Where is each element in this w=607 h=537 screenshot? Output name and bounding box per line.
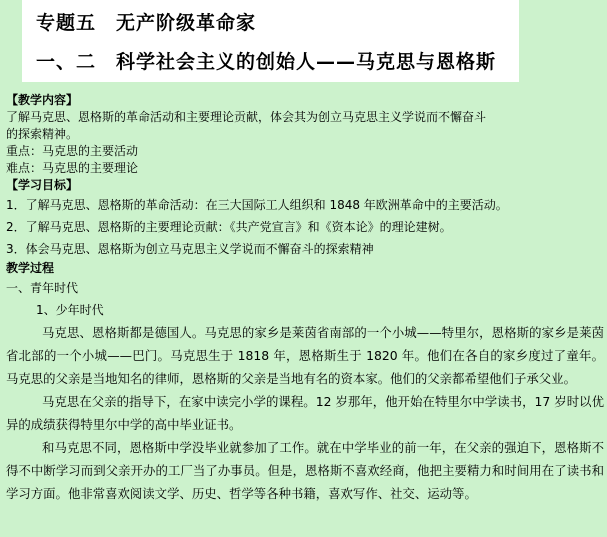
title-block <box>22 0 519 82</box>
goal-item: 1．了解马克思、恩格斯的革命活动：在三大国际工人组织和 1848 年欧洲革命中的主要活动。 <box>6 198 508 212</box>
section-title: 一、二 科学社会主义的创始人——马克思与恩格斯 <box>36 51 497 73</box>
paragraph: 马克思在父亲的指导下，在家中读完小学的课程。12 岁那年，他开始在特里尔中学读书，17 岁时以优异的成绩获得特里尔中学的高中毕业证书。 <box>6 394 604 432</box>
process-heading: 教学过程 <box>6 261 55 275</box>
document-body <box>6 92 604 505</box>
difficult-point: 难点：马克思的主要理论 <box>6 161 139 175</box>
part-heading: 一、青年时代 <box>6 281 79 295</box>
key-point: 重点：马克思的主要活动 <box>6 144 139 158</box>
page-title: 专题五 无产阶级革命家 <box>36 12 257 34</box>
paragraph: 马克思、恩格斯都是德国人。马克思的家乡是莱茵省南部的一个小城——特里尔，恩格斯的家乡是莱茵省北部的一个小城——巴门。马克思生于 1818 年，恩格斯生于 1820 年。他们在各自的家乡度过了童年。马克思的父亲是当地知名的律师，恩格斯的父亲是当地有名的资本家。他们的父亲都希望他们子承父业。 <box>6 325 604 386</box>
sub-heading: 1、少年时代 <box>36 303 104 317</box>
goal-item: 3．体会马克思、恩格斯为创立马克思主义学说而不懈奋斗的探索精神 <box>6 242 374 256</box>
goal-item: 2．了解马克思、恩格斯的主要理论贡献：《共产党宣言》和《资本论》的理论建树。 <box>6 220 452 234</box>
paragraph: 和马克思不同，恩格斯中学没毕业就参加了工作。就在中学毕业的前一年，在父亲的强迫下，恩格斯不得不中断学习而到父亲开办的工厂当了办事员。但是，恩格斯不喜欢经商，他把主要精力和时间用在了读书和学习方面。他非常喜欢阅读文学、历史、哲学等各种书籍，喜欢写作、社交、运动等。 <box>6 440 604 501</box>
text-line: 了解马克思、恩格斯的革命活动和主要理论贡献，体会其为创立马克思主义学说而不懈奋斗 <box>6 110 487 124</box>
teaching-content-heading: 【教学内容】 <box>6 93 79 107</box>
learning-goals-heading: 【学习目标】 <box>6 178 79 192</box>
text-line: 的探索精神。 <box>6 127 79 141</box>
